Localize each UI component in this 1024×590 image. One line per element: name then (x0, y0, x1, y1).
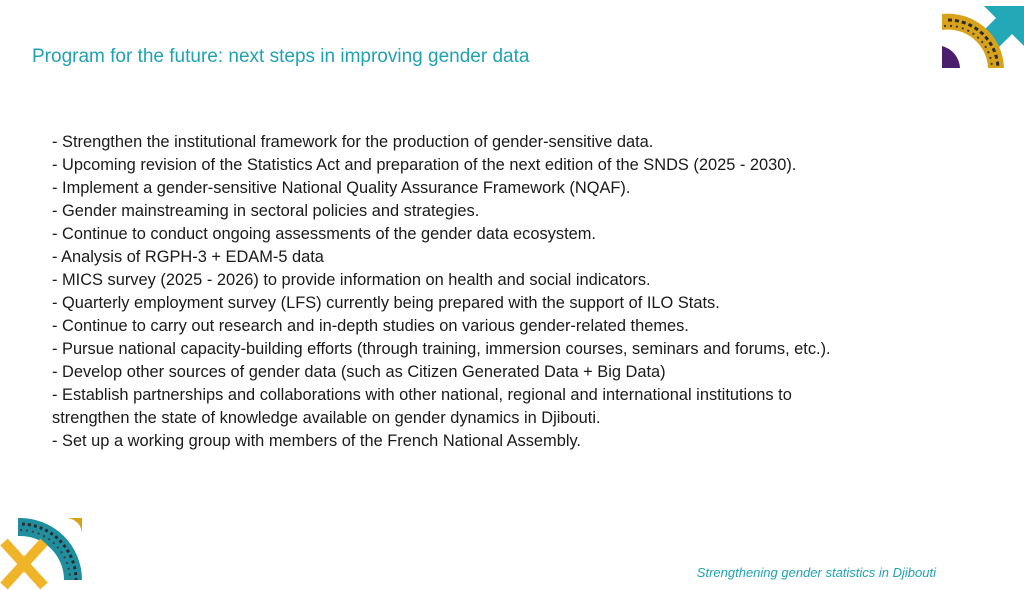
footer-caption: Strengthening gender statistics in Djibouti (696, 565, 936, 580)
list-item: - Analysis of RGPH-3 + EDAM-5 data (52, 248, 324, 266)
list-item: - Gender mainstreaming in sectoral policies and strategies. (52, 202, 480, 220)
list-item: - Implement a gender-sensitive National Quality Assurance Framework (NQAF). (52, 179, 631, 197)
bullet-list (52, 131, 942, 453)
list-item: - Pursue national capacity-building efforts (through training, immersion courses, seminars and forums, etc.). (52, 340, 831, 358)
list-item: - MICS survey (2025 - 2026) to provide information on health and social indicators. (52, 271, 651, 289)
list-item: - Continue to conduct ongoing assessments of the gender data ecosystem. (52, 225, 596, 243)
decorative-gender-logo-icon (940, 6, 1024, 72)
list-item: - Quarterly employment survey (LFS) currently being prepared with the support of ILO Stats. (52, 294, 720, 312)
slide-title: Program for the future: next steps in improving gender data (32, 46, 530, 67)
list-item: - Upcoming revision of the Statistics Act and preparation of the next edition of the SNDS (2025 - 2030). (52, 156, 797, 174)
list-item: - Set up a working group with members of the French National Assembly. (52, 432, 581, 450)
decorative-gender-symbol-icon (0, 516, 84, 590)
list-item: strengthen the state of knowledge available on gender dynamics in Djibouti. (52, 409, 601, 427)
list-item: - Establish partnerships and collaborations with other national, regional and international institutions to (52, 386, 792, 404)
list-item: - Continue to carry out research and in-depth studies on various gender-related themes. (52, 317, 689, 335)
list-item: - Strengthen the institutional framework for the production of gender-sensitive data. (52, 133, 654, 151)
list-item: - Develop other sources of gender data (such as Citizen Generated Data + Big Data) (52, 363, 666, 381)
